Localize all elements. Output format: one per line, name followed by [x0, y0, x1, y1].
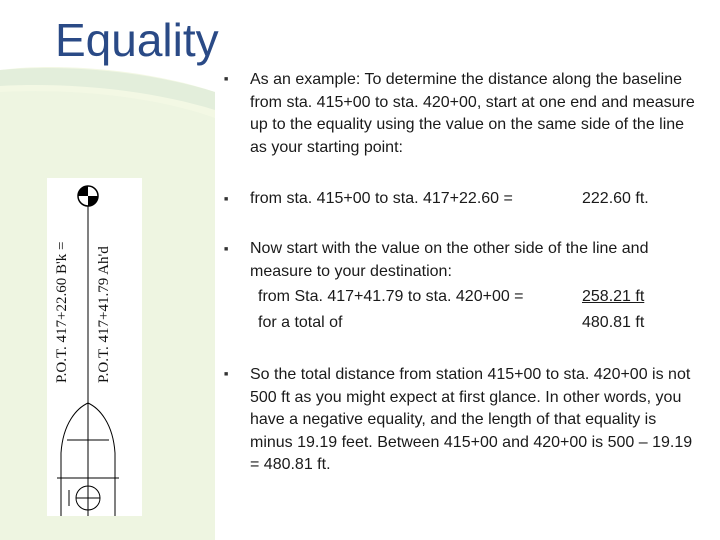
diagram-label-back: P.O.T. 417+22.60 B'k =: [54, 241, 70, 383]
bullet-marker: [224, 245, 234, 255]
slide-title: Equality: [55, 14, 219, 66]
bullet-1-text: As an example: To determine the distance along the baseline from sta. 415+00 to sta. 420+00, start at one end and measure up to the equality using the value on the same side of the line as your starting point:: [250, 71, 695, 156]
bullet-3-subrow-2-value: 480.81 ft: [582, 314, 645, 331]
diagram-label-ahead: P.O.T. 417+41.79 Ah'd: [96, 246, 112, 383]
bullet-4-text: So the total distance from station 415+00 to sta. 420+00 is not 500 ft as you might expect at first glance. In other words, you have a negative equality, and the length of that equality is minus 19.19 feet. Between 415+00 and 420+00 is 500 – 19.19 = 480.81 ft.: [250, 366, 693, 474]
bullet-marker: [224, 195, 234, 205]
bullet-2-value: 222.60 ft.: [582, 190, 649, 207]
bullet-2-text: from sta. 415+00 to sta. 417+22.60 =: [250, 190, 513, 207]
bullet-3-text: Now start with the value on the other side of the line and measure to your destination:: [250, 240, 649, 280]
bullet-marker: [224, 370, 234, 380]
bullet-marker: [224, 75, 234, 85]
equality-diagram: [47, 178, 142, 516]
bullet-3-subrow-2-label: for a total of: [258, 314, 343, 331]
bullet-3-subrow-1-label: from Sta. 417+41.79 to sta. 420+00 =: [258, 288, 524, 305]
survey-marker-icon: [78, 186, 98, 206]
bullet-3-subrow-1-value: 258.21 ft: [582, 288, 645, 305]
